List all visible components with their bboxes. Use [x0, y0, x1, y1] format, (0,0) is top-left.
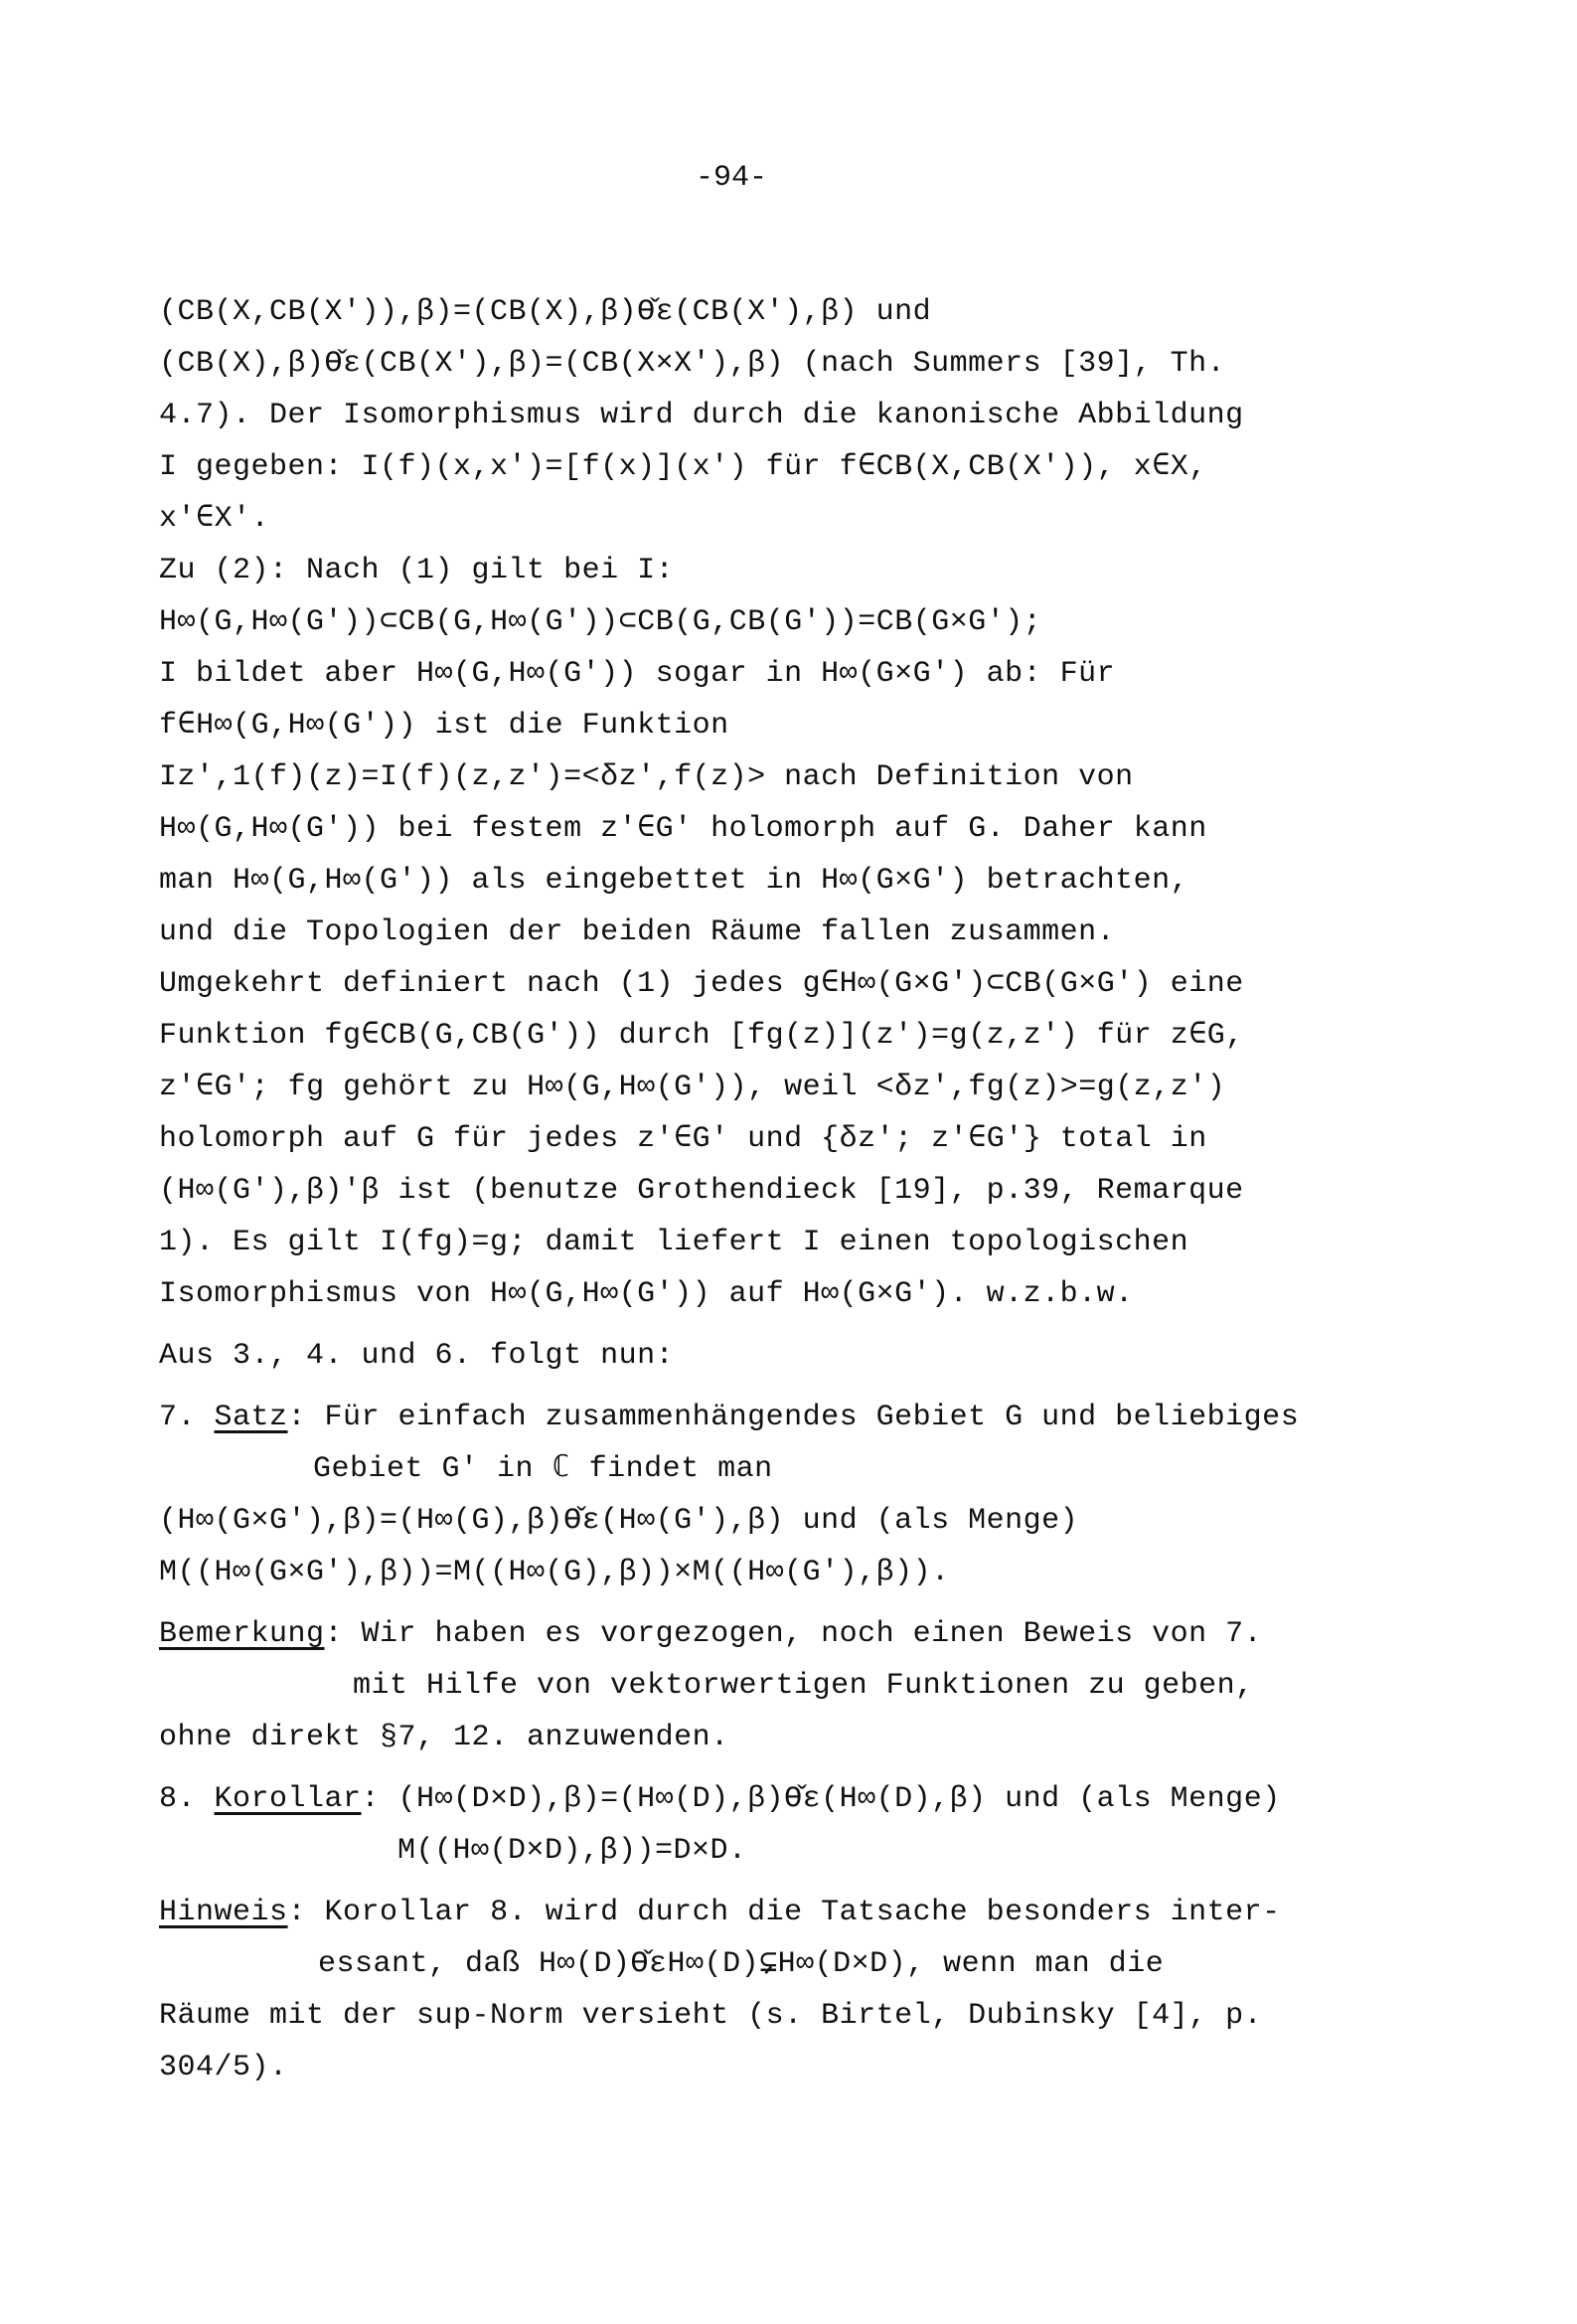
hinweis-text: : Korollar 8. wird durch die Tatsache besonders inter-: [287, 1896, 1281, 1929]
text-line: Funktion fg∈CB(G,CB(G')) durch [fg(z)](z')=g(z,z') für z∈G,: [159, 1019, 1244, 1053]
text-line: M((H∞(D×D),β))=D×D.: [397, 1834, 747, 1868]
satz-text: : Für einfach zusammenhängendes Gebiet G und beliebiges: [287, 1401, 1300, 1434]
bemerkung-heading-line: [159, 1616, 1262, 1652]
satz-label: Satz: [214, 1401, 288, 1434]
text-line: holomorph auf G für jedes z'∈G' und {δz'; z'∈G'} total in: [159, 1122, 1207, 1156]
text-line: Umgekehrt definiert nach (1) jedes g∈H∞(G×G')⊂CB(G×G') eine: [159, 967, 1244, 1001]
text-line: essant, daß H∞(D)ϴ̌εH∞(D)⊊H∞(D×D), wenn man die: [318, 1947, 1165, 1981]
text-line: 4.7). Der Isomorphismus wird durch die kanonische Abbildung: [159, 399, 1244, 432]
bemerkung-label: Bemerkung: [159, 1617, 325, 1651]
text-line: f∈H∞(G,H∞(G')) ist die Funktion: [159, 709, 729, 743]
satz-heading-line: [159, 1400, 1299, 1435]
text-line: Räume mit der sup-Norm versieht (s. Birtel, Dubinsky [4], p.: [159, 1999, 1263, 2033]
page-number: -94-: [696, 161, 768, 195]
text-line: mit Hilfe von vektorwertigen Funktionen zu geben,: [353, 1669, 1254, 1703]
item-number: 8.: [159, 1782, 215, 1816]
korollar-text: : (H∞(D×D),β)=(H∞(D),β)ϴ̌ε(H∞(D),β) und (als Menge): [361, 1782, 1281, 1816]
text-line: (H∞(G×G'),β)=(H∞(G),β)ϴ̌ε(H∞(G'),β) und (als Menge): [159, 1504, 1079, 1538]
korollar-heading-line: [159, 1781, 1281, 1817]
text-line: (CB(X),β)ϴ̌ε(CB(X'),β)=(CB(X×X'),β) (nach Summers [39], Th.: [159, 347, 1226, 381]
bemerkung-text: : Wir haben es vorgezogen, noch einen Beweis von 7.: [324, 1617, 1263, 1651]
hinweis-heading-line: [159, 1895, 1281, 1930]
hinweis-label: Hinweis: [159, 1896, 288, 1929]
text-line: (H∞(G'),β)'β ist (benutze Grothendieck [19], p.39, Remarque: [159, 1174, 1244, 1208]
text-line: I gegeben: I(f)(x,x')=[f(x)](x') für f∈CB(X,CB(X')), x∈X,: [159, 450, 1207, 484]
text-line: Iz',1(f)(z)=I(f)(z,z')=<δz',f(z)> nach Definition von: [159, 760, 1134, 794]
text-line: I bildet aber H∞(G,H∞(G')) sogar in H∞(G×G') ab: Für: [159, 657, 1116, 691]
text-line: Zu (2): Nach (1) gilt bei I:: [159, 554, 675, 587]
text-line: z'∈G'; fg gehört zu H∞(G,H∞(G')), weil <δz',fg(z)>=g(z,z'): [159, 1071, 1226, 1104]
item-number: 7.: [159, 1401, 215, 1434]
text-line: ohne direkt §7, 12. anzuwenden.: [159, 1721, 729, 1754]
text-line: H∞(G,H∞(G')) bei festem z'∈G' holomorph auf G. Daher kann: [159, 812, 1207, 846]
korollar-label: Korollar: [214, 1782, 362, 1816]
text-line: 1). Es gilt I(fg)=g; damit liefert I einen topologischen: [159, 1226, 1189, 1259]
text-line: Isomorphismus von H∞(G,H∞(G')) auf H∞(G×G'). w.z.b.w.: [159, 1277, 1134, 1311]
text-line: man H∞(G,H∞(G')) als eingebettet in H∞(G×G') betrachten,: [159, 864, 1189, 898]
text-line: 304/5).: [159, 2051, 288, 2084]
text-line: M((H∞(G×G'),β))=M((H∞(G),β))×M((H∞(G'),β)).: [159, 1556, 950, 1589]
text-line: und die Topologien der beiden Räume fallen zusammen.: [159, 915, 1116, 949]
text-line: (CB(X,CB(X')),β)=(CB(X),β)ϴ̌ε(CB(X'),β) und: [159, 295, 932, 329]
text-line: Gebiet G' in ℂ findet man: [313, 1452, 773, 1486]
text-line: x'∈X'.: [159, 502, 270, 536]
text-line: Aus 3., 4. und 6. folgt nun:: [159, 1339, 675, 1373]
text-line: H∞(G,H∞(G'))⊂CB(G,H∞(G'))⊂CB(G,CB(G'))=CB(G×G');: [159, 605, 1042, 639]
